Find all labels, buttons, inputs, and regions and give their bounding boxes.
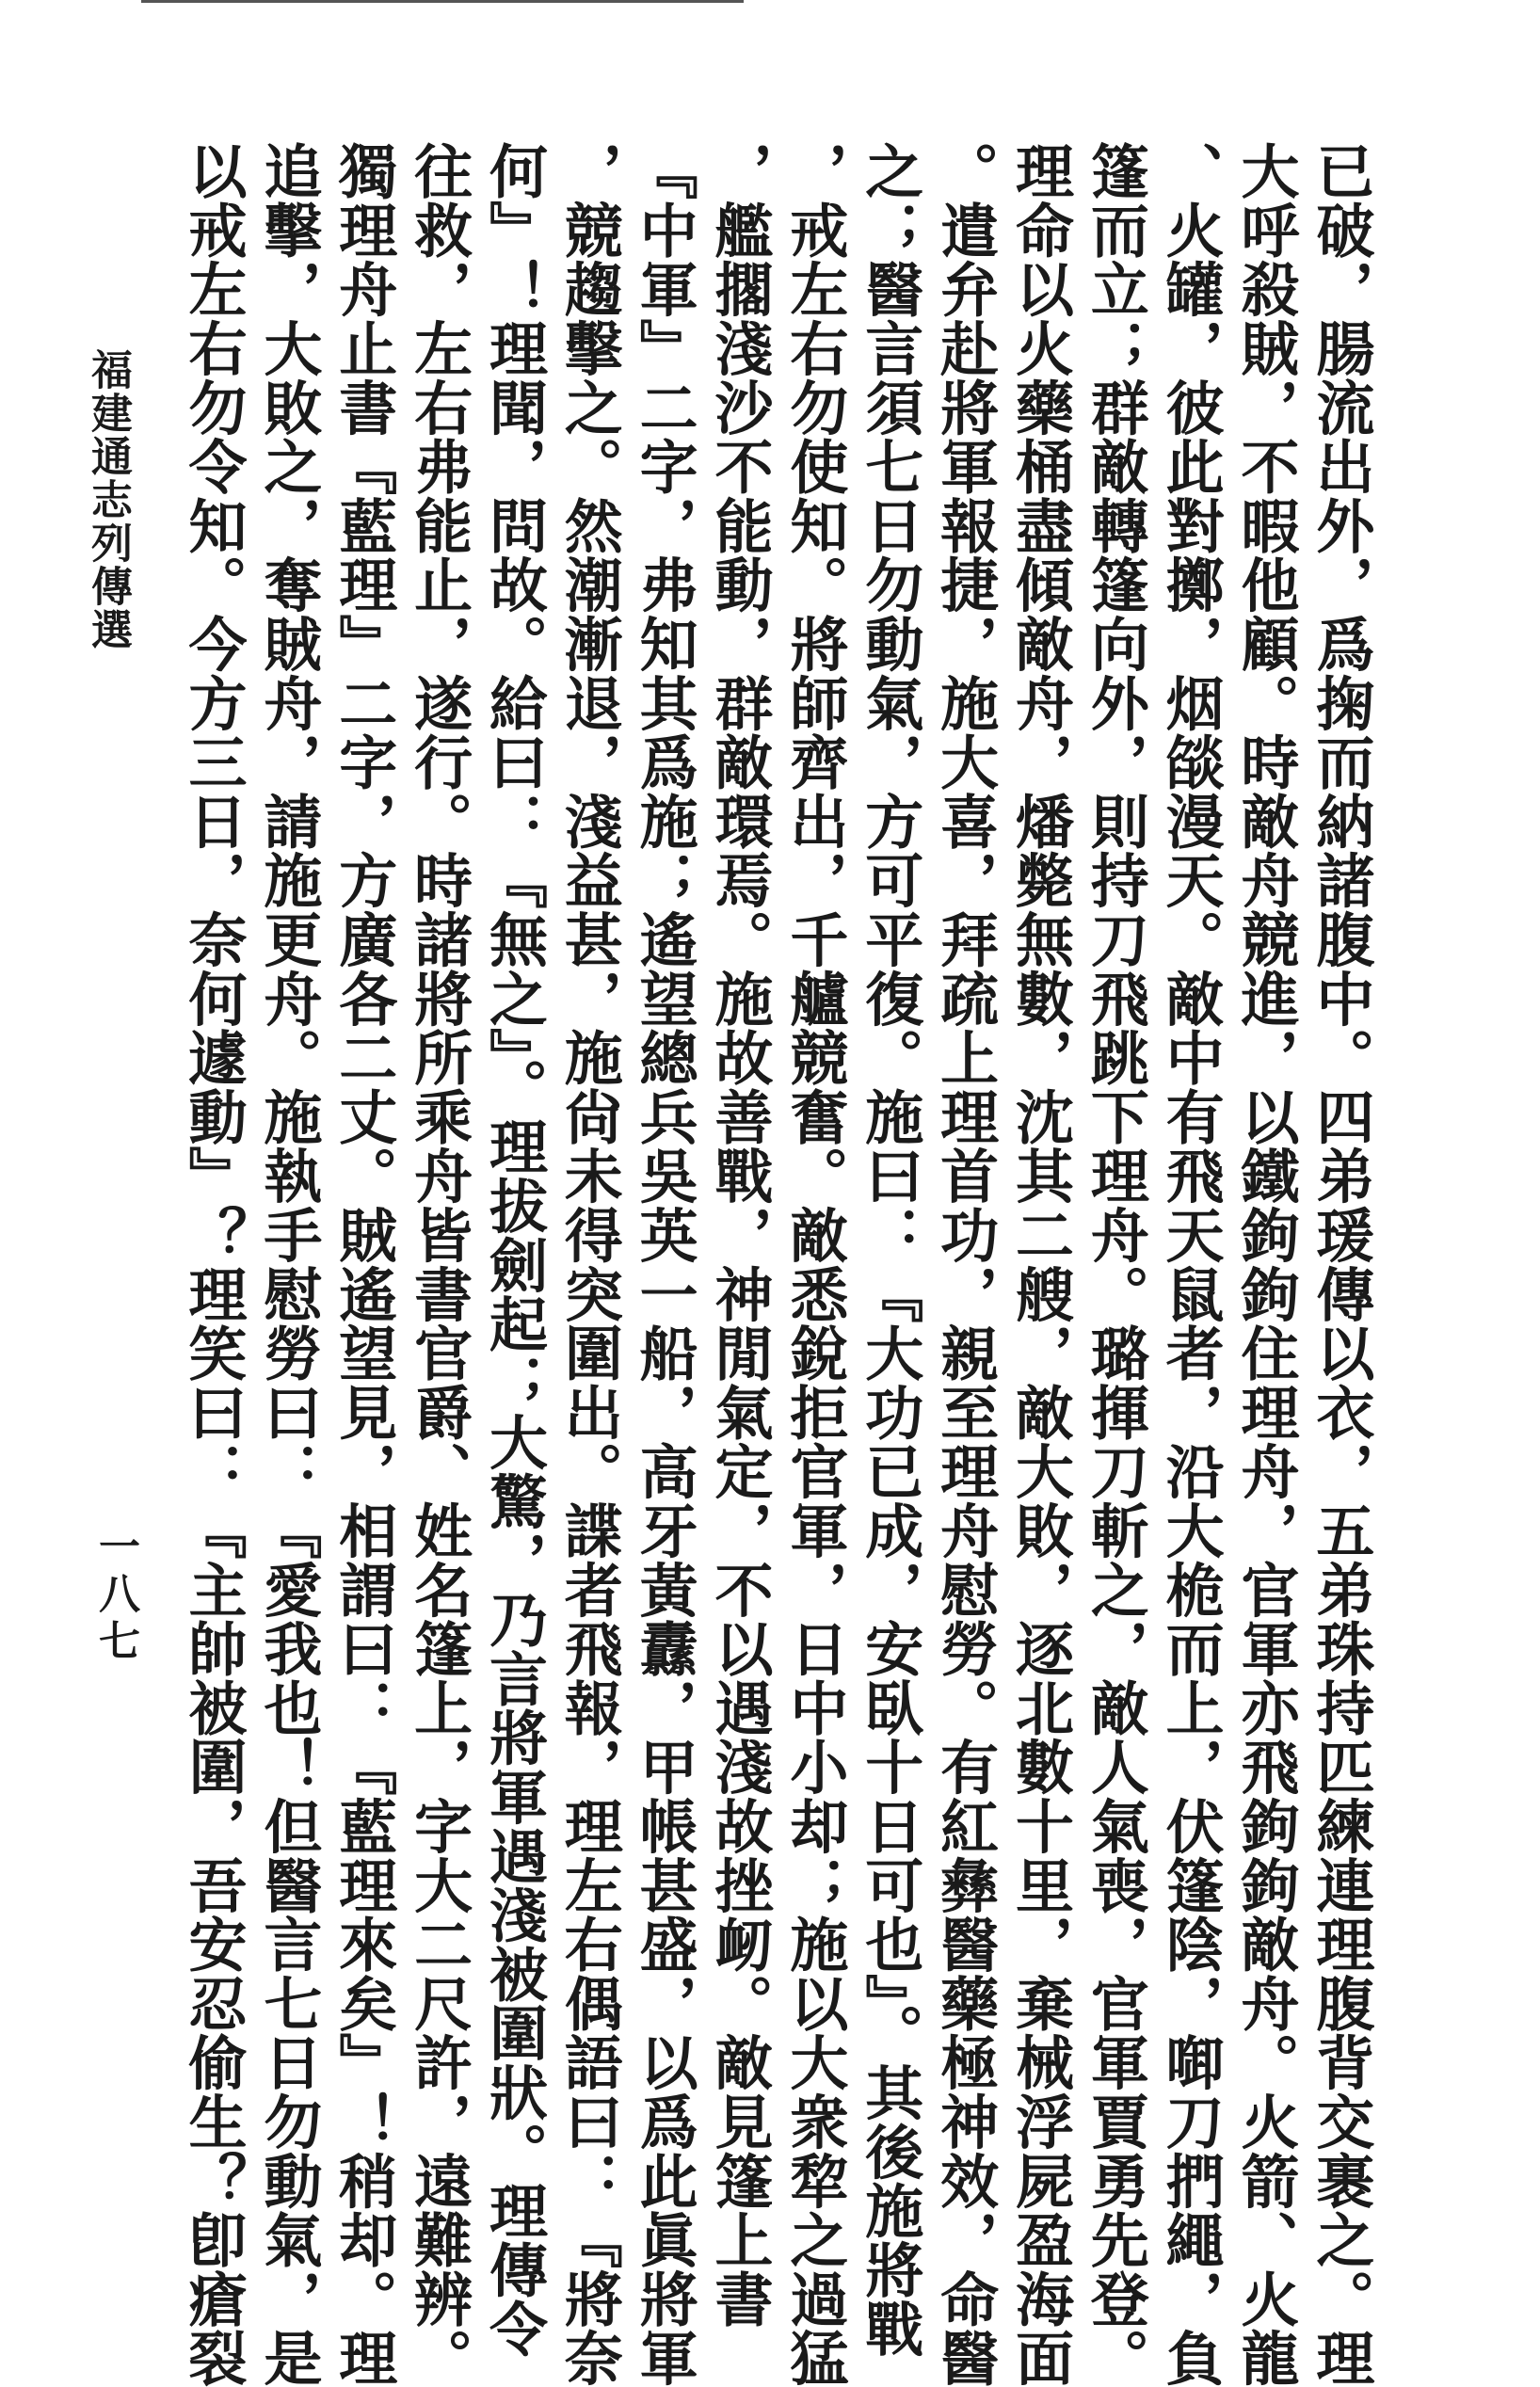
text-column: 何』！理聞，問故。給曰：『無之』。理拔劍起；大驚，乃言將軍遇淺被圍狀。理傳令 [479,141,549,2359]
text-column: 理命以火藥桶盡傾敵舟，燔斃無數，沈其二艘，敵大敗，逐北數十里，棄械浮屍盈海面 [1005,141,1075,2387]
page-number: 一八七 [91,1525,139,1666]
text-column: ，艦擱淺沙不能動，群敵環焉。施故善戰，神閒氣定，不以遇淺故挫衂。敵見篷上書 [705,141,775,2329]
text-column: 已破，腸流出外，爲掬而納諸腹中。四弟瑗傳以衣，五弟珠持匹練連理腹背交裹之。理 [1306,141,1375,2387]
text-column: 以戒左右勿令知。今方三日，奈何遽動』？理笑曰：『主帥被圍，吾安忍偷生？卽瘡裂 [179,141,248,2387]
text-column: 、火罐，彼此對擲，烟燄漫天。敵中有飛天鼠者，沿大桅而上，伏篷陰，啣刀捫繩，負 [1156,141,1226,2387]
top-rule [141,0,744,3]
text-column: ，競趨擊之。然潮漸退，淺益甚，施尙未得突圍出。諜者飛報，理左右偶語曰：『將奈 [554,141,624,2387]
text-column: 大呼殺賊，不暇他顧。時敵舟競進，以鐵鉤鉤住理舟，官軍亦飛鉤鉤敵舟。火箭、火龍 [1231,141,1301,2387]
text-column: 篷而立；群敵轉篷向外，則持刀飛跳下理舟。璐揮刀斬之，敵人氣喪，官軍賈勇先登。 [1081,141,1150,2387]
text-column: 。遣弁赴將軍報捷，施大喜，拜疏上理首功，親至理舟慰勞。有紅彝醫藥極神效，命醫 [930,141,1000,2387]
text-column: 往救，左右弗能止，遂行。時諸將所乘舟皆書官爵、姓名篷上，字大二尺許，遠難辨。 [404,141,473,2387]
text-column: 之；醫言須七日勿動氣，方可平復。施曰：『大功已成，安臥十日可也』。其後施將戰 [855,141,924,2359]
text-column: 追擊，大敗之，奪賊舟，請施更舟。施執手慰勞曰：『愛我也！但醫言七日勿動氣，是 [253,141,323,2387]
running-title: 福建通志列傳選 [84,348,132,651]
body-text [179,141,1375,2387]
text-column: ，戒左右勿使知。將師齊出，千艫競奮。敵悉銳拒官軍，日中小却；施以大衆犂之過猛 [779,141,849,2387]
text-column: 『中軍』二字，弗知其爲施；遙望總兵吳英一船，高牙黃纛，甲帳甚盛，以爲此眞將軍 [630,141,699,2387]
text-column: 獨理舟止書『藍理』二字，方廣各二丈。賊遙望見，相謂曰：『藍理來矣』！稍却。理 [329,141,398,2387]
